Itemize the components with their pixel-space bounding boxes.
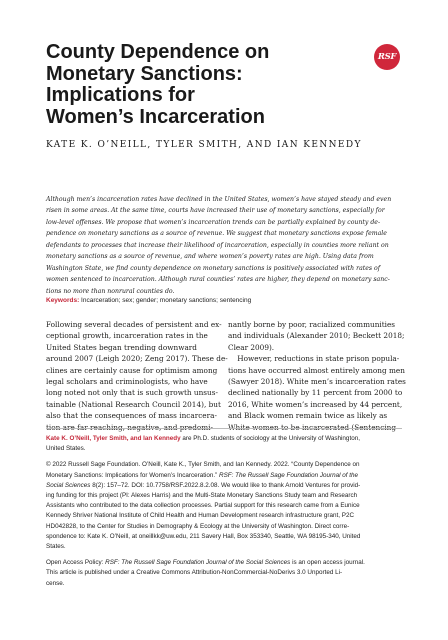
title-line: County Dependence on bbox=[46, 41, 270, 63]
open-access-line bbox=[46, 558, 402, 568]
body-line: and individuals (Alexander 2010; Beckett 2018; bbox=[228, 331, 405, 341]
body-line: 2016, White women’s increased by 44 percent, bbox=[228, 399, 403, 409]
abstract bbox=[46, 194, 402, 297]
author-line: KATE K. O’NEILL, TYLER SMITH, AND IAN KENNEDY bbox=[46, 140, 362, 150]
copyright-line: HD042828, to the Center for Studies in Demography & Ecology at the University of Washington. Direct corre- bbox=[46, 522, 350, 530]
keywords-label: Keywords: bbox=[46, 297, 80, 304]
logo-text: RSF bbox=[377, 52, 397, 62]
abstract-line: Although men’s incarceration rates have declined in the United States, women’s have stayed steady and even bbox=[46, 196, 392, 203]
open-access-text: Open Access Policy: bbox=[46, 559, 106, 567]
body-line: declined nationally by 11 percent from 2000 to bbox=[228, 388, 403, 398]
abstract-line: tions no more than nonrural counties do. bbox=[46, 287, 175, 295]
author-name: Kate K. O’Neill bbox=[46, 435, 90, 442]
body-column-right bbox=[228, 319, 404, 433]
rsf-logo bbox=[374, 44, 400, 70]
copyright-line: ing funding for this project (PI: Alexes Harris) and the Multi-State Monetary Sanctions Study team and Research bbox=[46, 492, 358, 500]
body-line: legal scholars and criminologists, who have bbox=[46, 377, 208, 387]
article-title bbox=[46, 42, 356, 128]
author-bio-line: United States. bbox=[46, 445, 86, 453]
body-line: tion are far reaching, negative, and predomi- bbox=[46, 422, 213, 432]
body-line: Clear 2009). bbox=[228, 342, 275, 352]
body-line: and Black women remain twice as likely as bbox=[228, 411, 388, 421]
footnote-divider bbox=[46, 428, 402, 429]
body-line: United States began trending downward bbox=[46, 342, 197, 352]
body-line: White women to be incarcerated (Sentencing bbox=[228, 422, 396, 432]
open-access-text: is an open access journal. bbox=[290, 559, 365, 567]
copyright-line: Kennedy Shriver National Institute of Child Health and Human Development research infrastructure grant, P2C bbox=[46, 512, 355, 520]
title-line: Implications for bbox=[46, 84, 195, 106]
copyright-line: Assistants who contributed to the data collection processes. Partial support for this research came from a Eunice bbox=[46, 502, 360, 510]
abstract-line: women sentenced to incarceration. Although rural counties’ rates are higher, they depend on monetary sanc- bbox=[46, 276, 390, 284]
abstract-line: risen in some areas. At the same time, courts have increased their use of monetary sanctions, especially for bbox=[46, 207, 385, 215]
body-line: tions have occurred almost entirely among men bbox=[228, 365, 405, 375]
body-column-left bbox=[46, 319, 228, 433]
title-line: Monetary Sanctions: bbox=[46, 62, 243, 85]
body-line: ceptional growth, incarceration rates in the bbox=[46, 331, 208, 341]
journal-name: Social Sciences bbox=[46, 481, 91, 489]
author-name: Tyler Smith bbox=[92, 435, 127, 442]
copyright-line: States. bbox=[46, 543, 66, 551]
copyright-text: Monetary Sanctions: Implications for Women’s Incarceration.” bbox=[46, 471, 220, 479]
body-line: long noted not only that is such growth unsus- bbox=[46, 388, 218, 398]
abstract-line: pendence on monetary sanctions as a source of revenue. We suggest that monetary sanctions expose female bbox=[46, 230, 387, 238]
author-name: Ian Kennedy bbox=[143, 435, 181, 442]
author-bio-line bbox=[46, 434, 402, 444]
footnotes bbox=[46, 434, 402, 589]
open-access-line: cense. bbox=[46, 579, 65, 587]
name-separator: , bbox=[89, 435, 93, 442]
body-line: nantly borne by poor, racialized communities bbox=[228, 320, 396, 329]
body-line: tainable (National Research Council 2014), but bbox=[46, 399, 221, 409]
journal-name: RSF: The Russell Sage Foundation Journal of the bbox=[219, 471, 358, 479]
body-line: (Sawyer 2018). White men’s incarceration rates bbox=[228, 377, 406, 387]
keywords-text: Incarceration; sex; gender; monetary sanctions; sentencing bbox=[79, 297, 252, 304]
title-line: Women’s Incarceration bbox=[46, 105, 265, 128]
copyright-line bbox=[46, 471, 402, 481]
body-line: However, reductions in state prison popula- bbox=[228, 354, 400, 364]
copyright-line: © 2022 Russell Sage Foundation. O’Neill, Kate K., Tyler Smith, and Ian Kennedy. 2022. “County Dependence on bbox=[46, 461, 360, 469]
body-line: Following several decades of persistent and ex- bbox=[46, 320, 222, 329]
copyright-text: 8(2): 157–72. DOI: 10.7758/RSF.2022.8.2.08. We would like to thank Arnold Ventures for provid- bbox=[90, 481, 361, 489]
copyright-line bbox=[46, 481, 402, 491]
abstract-line: Washington State, we find county dependence on monetary sanctions is positively associated with rates of bbox=[46, 264, 381, 272]
journal-name: RSF: The Russell Sage Foundation Journal of the Social Sciences bbox=[105, 559, 291, 567]
abstract-line: defendants to processes that increase their likelihood of incarceration, especially in counties more reliant on bbox=[46, 241, 389, 249]
body-line: around 2007 (Leigh 2020; Zeng 2017). These de- bbox=[46, 354, 228, 364]
copyright-line: spondence to: Kate K. O’Neill, at oneillkk@uw.edu, 211 Savery Hall, Box 353340, Seattle, WA 98195-340, United bbox=[46, 532, 361, 540]
body-line: also that the consequences of mass incarcera- bbox=[46, 411, 217, 421]
open-access-line: This article is published under a Creative Commons Attribution-NonCommercial-NoDerivs 3.0 Unported Li- bbox=[46, 569, 343, 577]
keywords bbox=[46, 297, 402, 304]
abstract-line: low-level offenses. We propose that women’s incarceration trends can be partially explained by county de- bbox=[46, 218, 381, 226]
abstract-line: monetary sanctions as a source of revenue, and where women’s poverty rates are high. Using data from bbox=[46, 253, 374, 261]
name-separator: , and bbox=[126, 435, 144, 442]
author-bio-text: are Ph.D. students of sociology at the University of Washington, bbox=[180, 435, 360, 442]
body-line: clines are certainly cause for optimism among bbox=[46, 365, 218, 375]
